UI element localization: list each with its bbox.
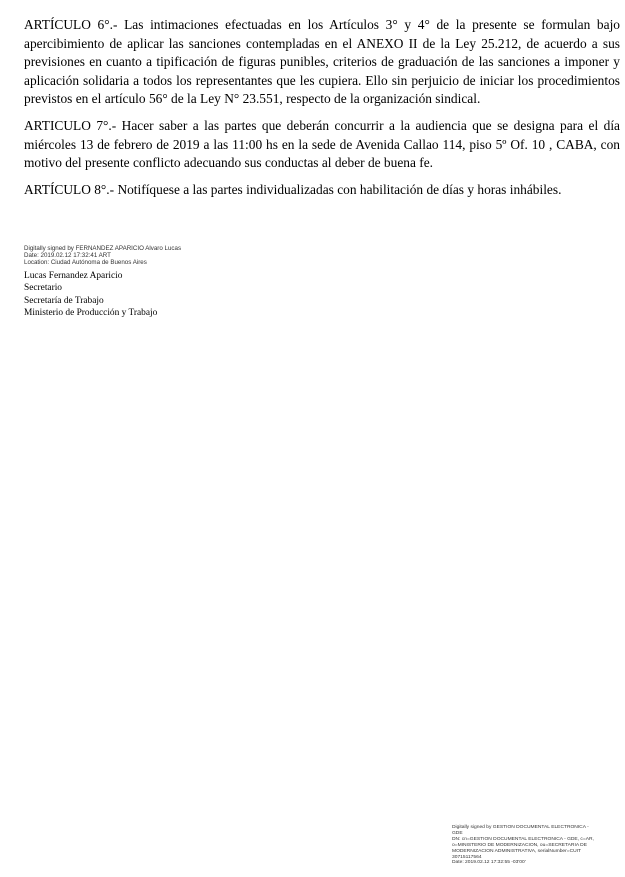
signer-office: Secretaría de Trabajo [24, 295, 104, 306]
signer-ministry: Ministerio de Producción y Trabajo [24, 308, 158, 319]
article-8: ARTÍCULO 8°.- Notifíquese a las partes individualizadas con habilitación de días y horas inhábiles. [24, 181, 562, 197]
footer-signature-line: 30715117564 [452, 854, 482, 860]
footer-signature-line: Digitally signed by GESTION DOCUMENTAL ELECTRONICA - [452, 825, 589, 830]
article-6: ARTÍCULO 6°.- Las intimaciones efectuadas en los Artículos 3° y 4° de la presente se formulan bajo apercibimiento de aplicar las sanciones contempladas en el ANEXO II de la Ley 25.212, de acuerdo a sus previsiones en cuanto a tipificación de figuras punibles, criterios de graduación de las sanciones a imponer y aplicación solidaria a todos los representantes que les cupiera. Ello sin perjuicio de iniciar los procedimientos previstos en el artículo 56° de la Ley N° 23.551, respecto de la organización sindical. [24, 17, 620, 107]
footer-signature-line: GDE [452, 830, 463, 836]
digital-signature-stamp [24, 245, 224, 266]
article-7: ARTICULO 7°.- Hacer saber a las partes que deberán concurrir a la audiencia que se designa para el día miércoles 13 de febrero de 2019 a las 11:00 hs en la sede de Avenida Callao 114, piso 5º Of. 10 , CABA, con motivo del presente conflicto adecuando sus conductas al deber de buena fe. [24, 117, 620, 171]
footer-signature-line: DN: cn=GESTION DOCUMENTAL ELECTRONICA - GDE, c=AR, [452, 836, 594, 842]
signer-name: Lucas Fernandez Aparicio [24, 271, 123, 281]
footer-signature-line: o=MINISTERIO DE MODERNIZACION, ou=SECRETARIA DE [452, 842, 587, 848]
signature-location: Location: Ciudad Autónoma de Buenos Aires [24, 259, 147, 266]
signer-block [24, 270, 324, 320]
signer-title: Secretario [24, 283, 62, 294]
articles-section [24, 16, 620, 207]
footer-signature-line: MODERNIZACION ADMINISTRATIVA, serialNumber=CUIT [452, 848, 582, 854]
footer-signature-date: Date: 2019.02.12 17:32:55 -03'00' [452, 860, 526, 866]
signature-date: Date: 2019.02.12 17:32:41 ART [24, 252, 111, 259]
footer-signature-stamp [452, 825, 612, 866]
signature-signed-by: Digitally signed by FERNANDEZ APARICIO Alvaro Lucas [24, 245, 182, 252]
